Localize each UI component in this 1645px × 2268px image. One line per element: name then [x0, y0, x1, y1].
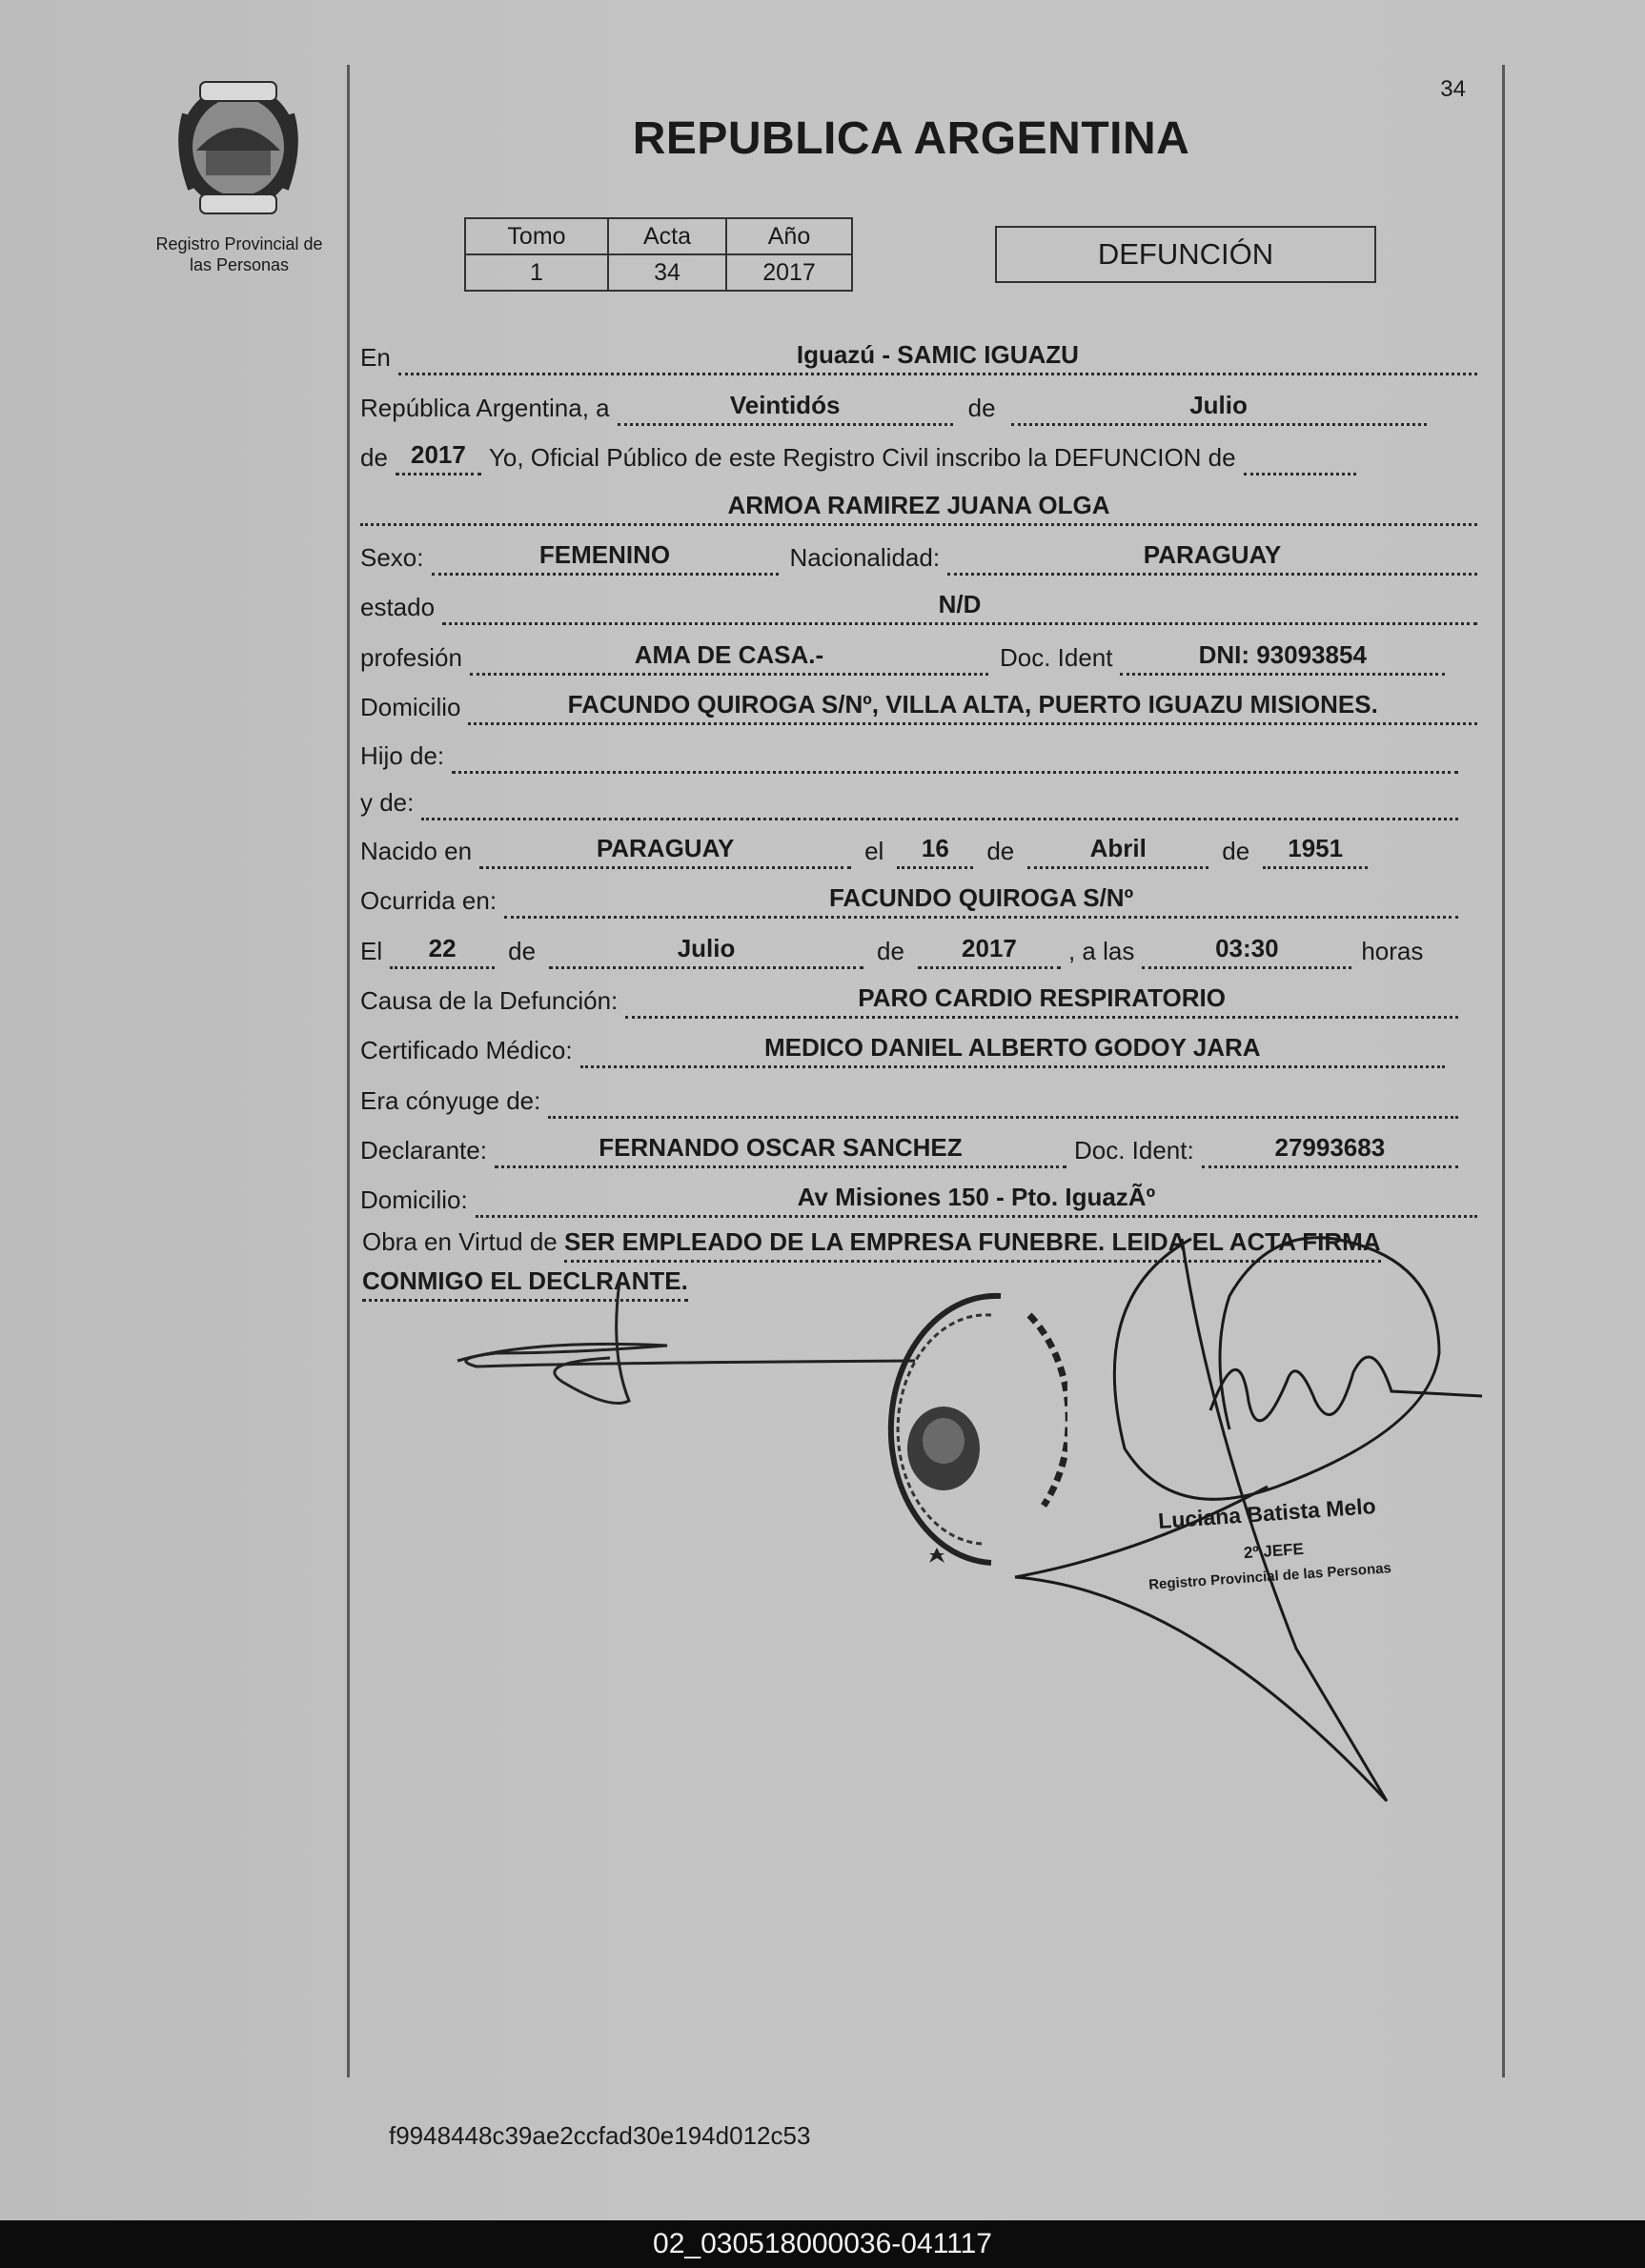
document-type-box: DEFUNCIÓN: [995, 226, 1376, 283]
label-causa: Causa de la Defunción:: [360, 986, 619, 1015]
row-declarante-domicilio: [360, 1176, 1477, 1218]
row-domicilio: [360, 683, 1477, 725]
field-def-anio: 2017: [918, 933, 1061, 969]
row-nacimiento: [360, 827, 1477, 869]
label-doc-ident-declarante: Doc. Ident:: [1073, 1136, 1194, 1164]
field-certificado: MEDICO DANIEL ALBERTO GODOY JARA: [580, 1032, 1445, 1068]
field-mes-acta: Julio: [1011, 390, 1427, 426]
field-conyuge: [548, 1083, 1458, 1119]
registry-value-anio: 2017: [726, 254, 852, 291]
field-estado: N/D: [442, 589, 1477, 625]
label-domicilio-declarante: Domicilio:: [360, 1185, 468, 1214]
label-de: de: [508, 937, 537, 965]
field-def-hora: 03:30: [1142, 933, 1351, 969]
row-y-de: [360, 779, 1477, 820]
signer-role: 2º JEFE: [1243, 1539, 1305, 1563]
field-anio-acta: 2017: [396, 439, 481, 476]
registry-table: [464, 217, 853, 292]
row-causa: [360, 977, 1477, 1019]
signer-org: Registro Provincial de las Personas: [1147, 1560, 1392, 1593]
signer-name: Luciana Batista Melo: [1157, 1493, 1377, 1533]
row-fecha-defuncion: [360, 927, 1477, 969]
row-lugar: [360, 334, 1477, 375]
label-de: de: [967, 394, 996, 422]
field-domicilio: FACUNDO QUIROGA S/Nº, VILLA ALTA, PUERTO IGUAZU MISIONES.: [468, 689, 1477, 725]
field-causa: PARO CARDIO RESPIRATORIO: [625, 982, 1458, 1019]
field-declarante-domicilio: Av Misiones 150 - Pto. IguazÃº: [476, 1182, 1477, 1218]
row-profesion: [360, 634, 1477, 676]
label-profesion: profesión: [360, 643, 462, 672]
label-horas: horas: [1361, 937, 1424, 965]
field-sexo: FEMENINO: [432, 539, 779, 576]
right-margin-line: [1502, 65, 1505, 2077]
registry-value-acta: 34: [608, 254, 726, 291]
label-a-las: , a las: [1067, 937, 1135, 965]
registry-value-tomo: 1: [465, 254, 608, 291]
official-stamp-icon: [839, 1277, 1067, 1582]
label-en: En: [360, 343, 391, 372]
page-number: 34: [1440, 76, 1466, 102]
registry-header-tomo: Tomo: [465, 218, 608, 254]
left-margin-line: [347, 65, 350, 2077]
label-y-de: y de:: [360, 788, 415, 817]
label-sexo: Sexo:: [360, 543, 424, 572]
registry-header-anio: Año: [726, 218, 852, 254]
row-conyuge: [360, 1077, 1477, 1119]
field-obra-line2: CONMIGO EL DECLRANTE.: [362, 1263, 688, 1302]
row-certificado: [360, 1026, 1477, 1068]
label-de: de: [986, 837, 1015, 865]
row-nombre: [360, 484, 1477, 526]
label-doc-ident: Doc. Ident: [999, 643, 1113, 672]
field-dia-acta: Veintidós: [618, 390, 953, 426]
field-nombre: ARMOA RAMIREZ JUANA OLGA: [360, 490, 1477, 526]
field-nac-dia: 16: [897, 833, 973, 869]
field-obra-line1: SER EMPLEADO DE LA EMPRESA FUNEBRE. LEIDA EL ACTA FIRMA: [564, 1224, 1381, 1263]
label-de: de: [1222, 837, 1250, 865]
field-nacionalidad: PARAGUAY: [947, 539, 1477, 576]
field-hijo-de: [452, 738, 1458, 774]
label-estado: estado: [360, 593, 436, 621]
label-republica: República Argentina, a: [360, 394, 610, 422]
registry-value-row: [465, 254, 852, 291]
label-hijo-de: Hijo de:: [360, 741, 445, 770]
row-hijo-de: [360, 732, 1477, 774]
label-ocurrida-en: Ocurrida en:: [360, 886, 498, 915]
field-def-mes: Julio: [549, 933, 863, 969]
page-title: REPUBLICA ARGENTINA: [632, 113, 1190, 164]
field-inscripcion-blank: [1244, 439, 1356, 476]
label-declarante: Declarante:: [360, 1136, 487, 1164]
field-doc-ident: DNI: 93093854: [1120, 639, 1445, 676]
label-obra: Obra en Virtud de: [362, 1227, 558, 1256]
field-def-dia: 22: [390, 933, 495, 969]
label-nacionalidad: Nacionalidad:: [789, 543, 941, 572]
field-lugar: Iguazú - SAMIC IGUAZU: [398, 339, 1477, 375]
field-nac-mes: Abril: [1027, 833, 1208, 869]
row-ocurrida-en: [360, 877, 1477, 919]
field-nac-anio: 1951: [1263, 833, 1368, 869]
registry-header-acta: Acta: [608, 218, 726, 254]
label-certificado: Certificado Médico:: [360, 1036, 573, 1064]
field-profesion: AMA DE CASA.-: [470, 639, 988, 676]
field-nacido-en: PARAGUAY: [479, 833, 851, 869]
row-fecha-acta: [360, 384, 1477, 426]
document-hash: f9948448c39ae2ccfad30e194d012c53: [389, 2121, 811, 2150]
logo-caption-line2: las Personas: [189, 255, 290, 274]
label-domicilio: Domicilio: [360, 693, 461, 721]
row-sexo: [360, 534, 1477, 576]
label-de: de: [360, 443, 388, 472]
field-declarante-doc: 27993683: [1202, 1132, 1458, 1168]
field-ocurrida-en: FACUNDO QUIROGA S/Nº: [504, 882, 1458, 919]
label-conyuge: Era cónyuge de:: [360, 1086, 541, 1115]
row-declarante: [360, 1126, 1477, 1168]
file-code-band: [0, 2220, 1645, 2268]
label-el: El: [360, 937, 383, 965]
label-yo-text: Yo, Oficial Público de este Registro Civil inscribo la DEFUNCION de: [488, 443, 1236, 472]
label-nacido-en: Nacido en: [360, 837, 473, 865]
field-y-de: [421, 784, 1458, 820]
province-seal-icon: [168, 76, 309, 219]
label-el-nacimiento: el: [864, 837, 884, 865]
row-estado: [360, 583, 1477, 625]
field-declarante: FERNANDO OSCAR SANCHEZ: [495, 1132, 1066, 1168]
label-de: de: [877, 937, 904, 965]
logo-caption: [133, 233, 345, 275]
file-code: 02_030518000036-041117: [653, 2228, 992, 2259]
registry-header-row: [465, 218, 852, 254]
logo-caption-line1: Registro Provincial de: [155, 234, 323, 253]
row-inscripcion: [360, 434, 1477, 476]
